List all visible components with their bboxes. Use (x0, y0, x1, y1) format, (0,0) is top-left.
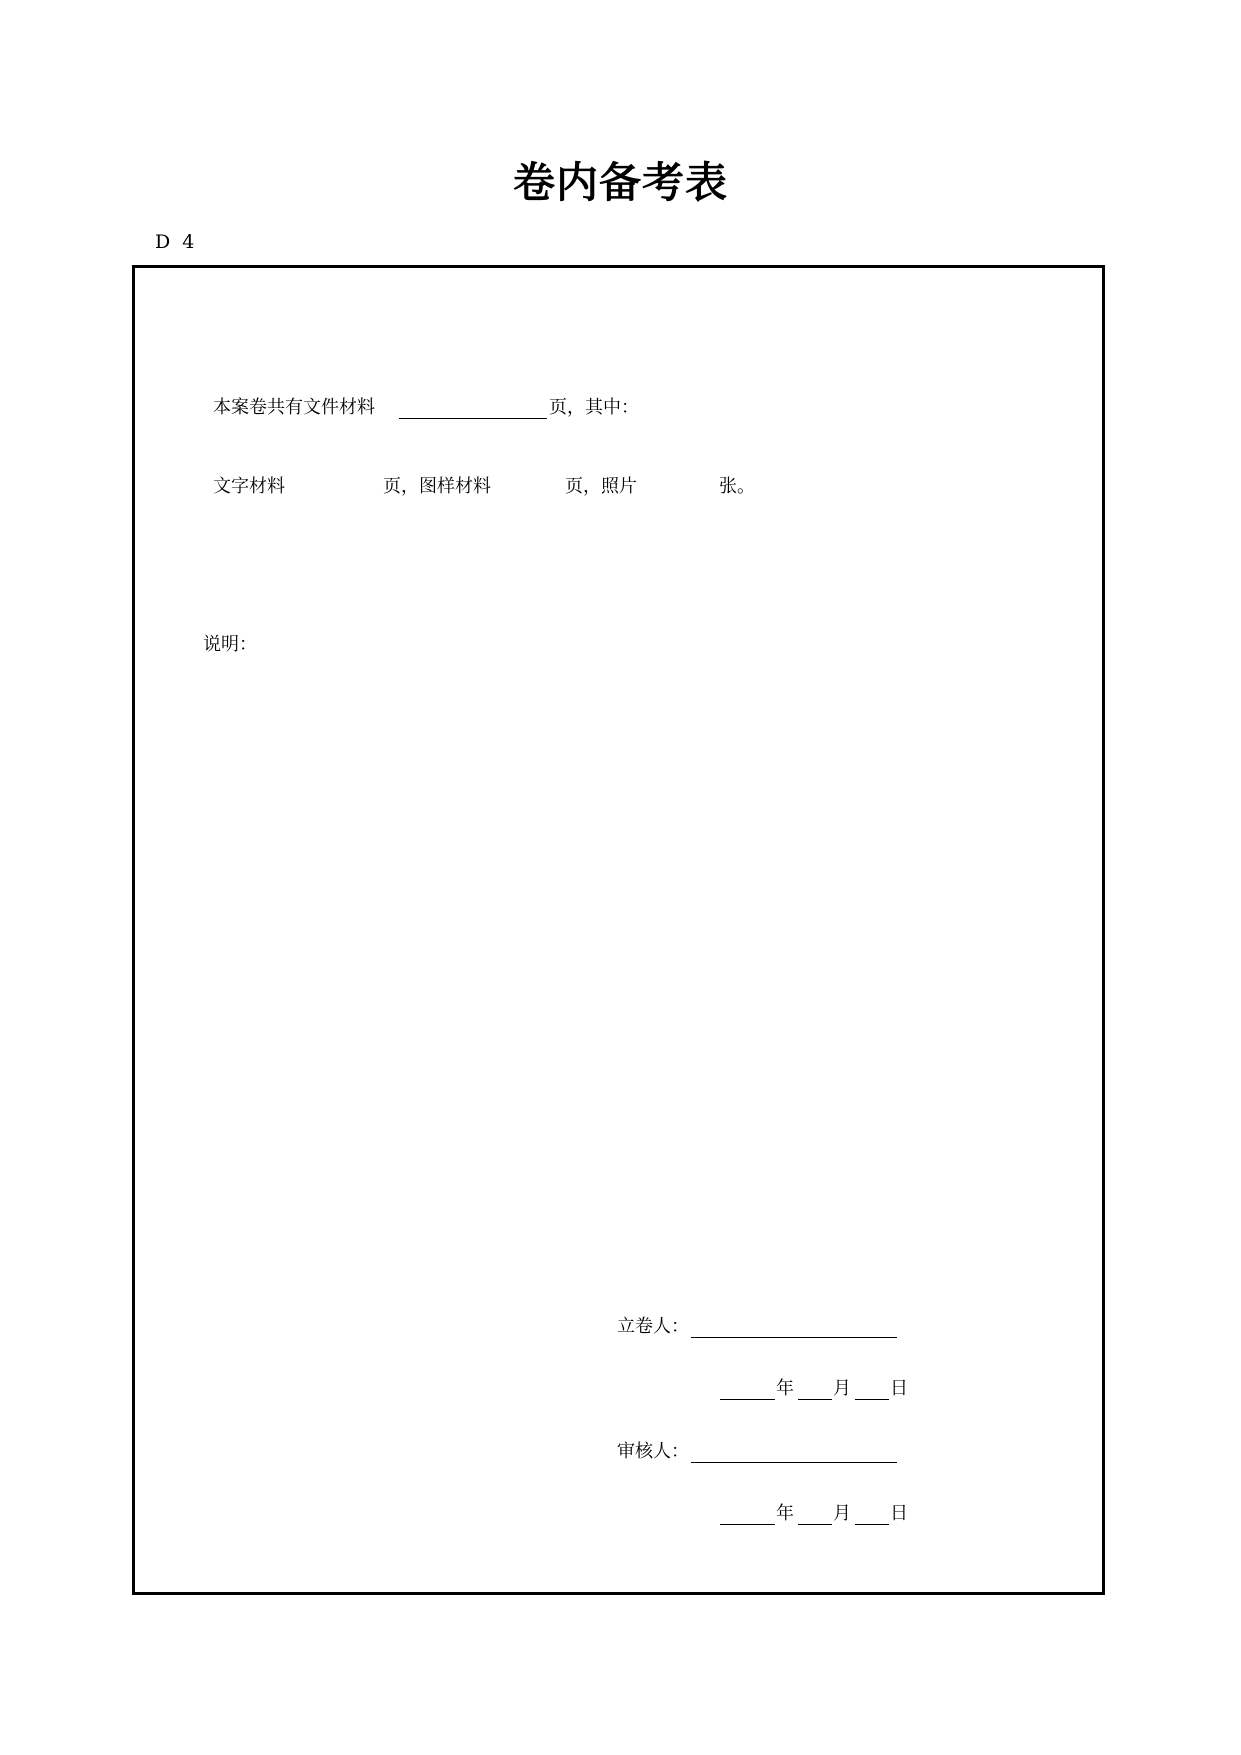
text-material-pages-field[interactable] (293, 478, 383, 498)
total-pages-suffix: 页，其中： (549, 397, 639, 418)
creator-day-field[interactable] (855, 1399, 889, 1400)
photo-label: 页，照片 (565, 476, 637, 497)
form-code: D 4 (155, 231, 198, 253)
creator-label: 立卷人： (617, 1316, 689, 1337)
photo-count-field[interactable] (655, 478, 715, 498)
total-pages-label: 本案卷共有文件材料 (213, 397, 375, 418)
drawing-material-pages-field[interactable] (495, 478, 565, 498)
reviewer-month-field[interactable] (798, 1524, 832, 1525)
reviewer-label: 审核人： (617, 1441, 689, 1462)
notes-label: 说明： (203, 634, 257, 655)
creator-year-field[interactable] (720, 1399, 775, 1400)
notes-area[interactable] (203, 668, 1033, 1548)
reviewer-year-label: 年 (776, 1503, 794, 1524)
creator-month-field[interactable] (798, 1399, 832, 1400)
creator-name-field[interactable] (691, 1337, 897, 1338)
creator-day-label: 日 (890, 1378, 908, 1399)
form-frame (132, 265, 1105, 1595)
reviewer-day-field[interactable] (855, 1524, 889, 1525)
reviewer-day-label: 日 (890, 1503, 908, 1524)
total-pages-field[interactable] (399, 418, 547, 419)
creator-month-label: 月 (833, 1378, 851, 1399)
drawing-material-label: 页，图样材料 (383, 476, 491, 497)
reviewer-month-label: 月 (833, 1503, 851, 1524)
text-material-label: 文字材料 (213, 476, 285, 497)
reviewer-year-field[interactable] (720, 1524, 775, 1525)
page-title: 卷内备考表 (512, 158, 728, 207)
photo-suffix: 张。 (719, 476, 755, 497)
reviewer-name-field[interactable] (691, 1462, 897, 1463)
creator-year-label: 年 (776, 1378, 794, 1399)
